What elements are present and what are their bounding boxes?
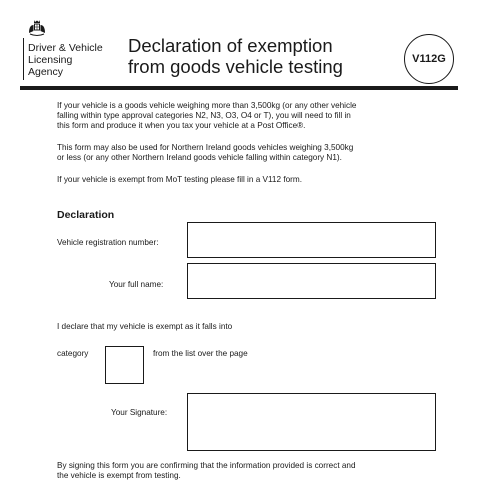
category-field[interactable] [105, 346, 144, 384]
header-rule [20, 86, 458, 90]
full-name-label: Your full name: [109, 280, 164, 289]
declaration-heading: Declaration [57, 209, 115, 221]
agency-line: Agency [28, 66, 64, 78]
vrn-label: Vehicle registration number: [57, 238, 159, 247]
form-title [128, 35, 343, 77]
title-line: Declaration of exemption [128, 35, 333, 56]
text-line: If your vehicle is a goods vehicle weighing more than 3,500kg (or any other vehicle [57, 101, 357, 110]
intro-paragraph-1 [57, 101, 437, 131]
category-label: category [57, 349, 89, 358]
text-line: This form may also be used for Northern Ireland goods vehicles weighing 3,500kg [57, 143, 354, 152]
text-line: the vehicle is exempt from testing. [57, 471, 181, 480]
agency-divider [23, 38, 24, 80]
form-code-badge: V112G [404, 34, 454, 84]
full-name-field[interactable] [187, 263, 436, 299]
text-line: or less (or any other Northern Ireland goods vehicle falling within category N1). [57, 153, 342, 162]
text-line: this form and produce it when you tax your vehicle at a Post Office®. [57, 121, 306, 130]
intro-paragraph-3 [57, 175, 437, 185]
declaration-statement: I declare that my vehicle is exempt as it falls into [57, 322, 233, 331]
signature-field[interactable] [187, 393, 436, 451]
text-line: If your vehicle is exempt from MoT testing please fill in a V112 form. [57, 175, 302, 184]
royal-coat-of-arms-icon [27, 19, 47, 37]
title-line: from goods vehicle testing [128, 56, 343, 77]
agency-line: Licensing [28, 54, 73, 66]
agency-line: Driver & Vehicle [28, 42, 103, 54]
intro-paragraph-2 [57, 143, 437, 163]
category-suffix: from the list over the page [153, 349, 248, 358]
text-line: falling within type approval categories N2, N3, O3, O4 or T), you will need to fill in [57, 111, 351, 120]
vrn-field[interactable] [187, 222, 436, 258]
signature-label: Your Signature: [111, 408, 168, 417]
signing-notice [57, 461, 437, 481]
agency-name [28, 42, 103, 78]
text-line: By signing this form you are confirming that the information provided is correct and [57, 461, 356, 470]
